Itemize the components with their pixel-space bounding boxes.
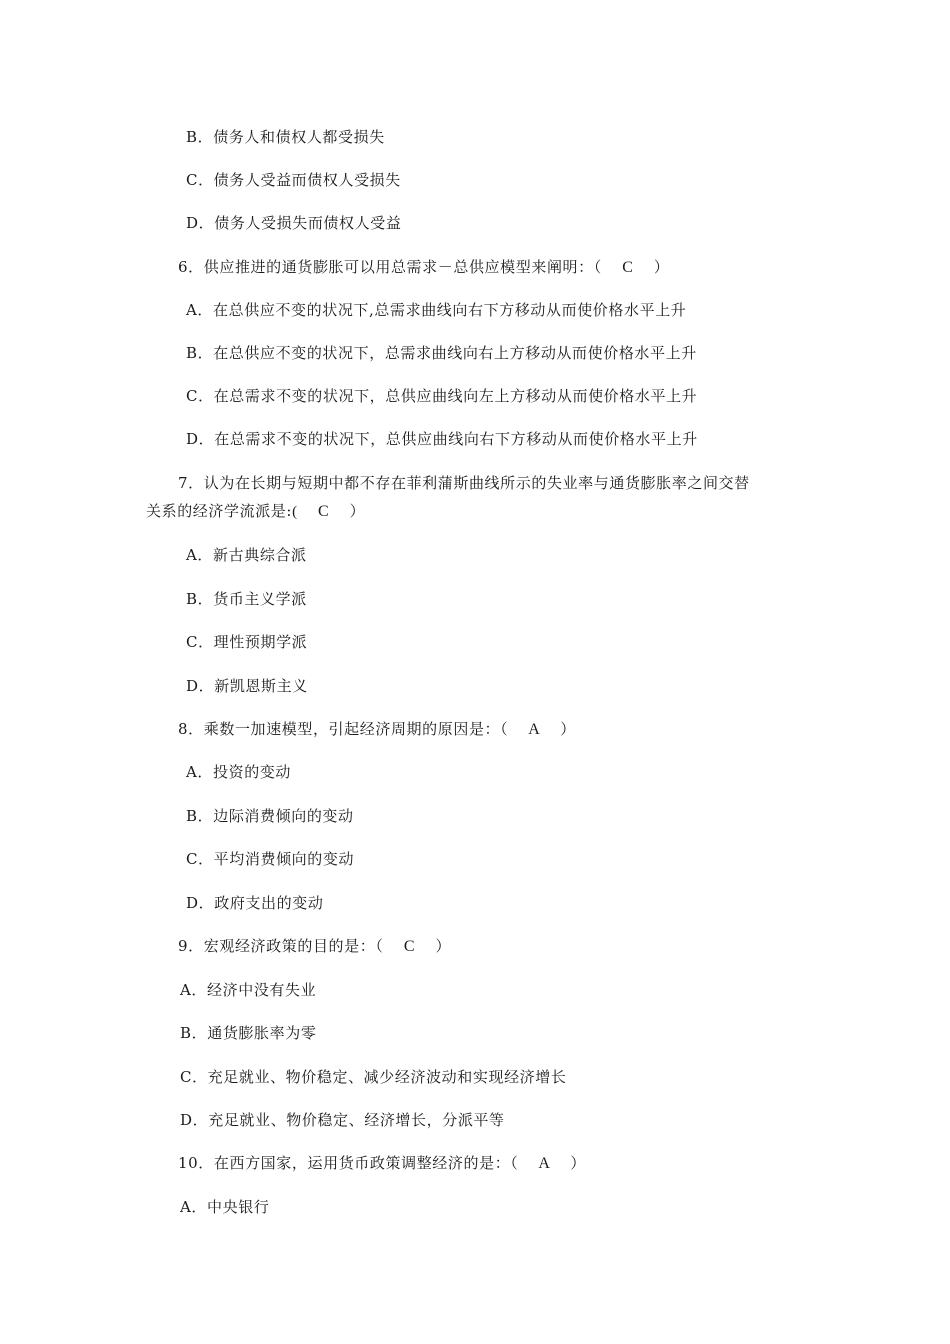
q9-stem: 9．宏观经济政策的目的是： xyxy=(178,937,376,955)
q6-answer: C xyxy=(622,259,634,276)
q5-option-b: B．债务人和债权人都受损失 xyxy=(186,128,385,146)
q8-option-c: C．平均消费倾向的变动 xyxy=(186,850,355,868)
q10-stem-line xyxy=(178,1153,586,1174)
q9-option-a: A．经济中没有失业 xyxy=(180,981,317,999)
q7-option-a: A．新古典综合派 xyxy=(186,546,307,564)
q10-option-a: A．中央银行 xyxy=(180,1198,270,1216)
q8-option-d: D．政府支出的变动 xyxy=(186,894,324,912)
q8-paren-open: （ xyxy=(500,722,509,738)
q9-paren-open: （ xyxy=(375,939,384,955)
q9-stem-line xyxy=(178,936,451,957)
q8-paren-close: ） xyxy=(560,722,576,738)
q6-option-d: D．在总需求不变的状况下，总供应曲线向右下方移动从而使价格水平上升 xyxy=(186,430,698,448)
q7-stem-line1: 7．认为在长期与短期中都不存在菲利蒲斯曲线所示的失业率与通货膨胀率之间交替 xyxy=(178,474,750,492)
q8-stem-line xyxy=(178,719,576,740)
q6-stem-line xyxy=(178,257,669,278)
q9-paren-close: ） xyxy=(435,939,452,955)
q6-paren-close: ） xyxy=(653,260,670,276)
q8-answer: A xyxy=(528,721,541,738)
q6-paren-open: （ xyxy=(593,260,602,276)
q6-option-a: A．在总供应不变的状况下,总需求曲线向右下方移动从而使价格水平上升 xyxy=(186,301,687,319)
q7-stem: 关系的经济学流派是: xyxy=(146,502,293,520)
q8-option-a: A．投资的变动 xyxy=(186,763,292,781)
q8-stem: 8．乘数一加速模型，引起经济周期的原因是： xyxy=(178,720,501,738)
q10-stem: 10．在西方国家，运用货币政策调整经济的是： xyxy=(178,1154,511,1172)
q10-answer: A xyxy=(538,1155,551,1172)
q5-option-d: D．债务人受损失而债权人受益 xyxy=(186,214,402,232)
q7-paren-close: ） xyxy=(349,504,366,520)
q9-option-d: D．充足就业、物价稳定、经济增长，分派平等 xyxy=(180,1111,505,1129)
q7-option-d: D．新凯恩斯主义 xyxy=(186,677,308,695)
q7-answer: C xyxy=(318,503,330,520)
q6-stem: 6．供应推进的通货膨胀可以用总需求－总供应模型来阐明： xyxy=(178,258,594,276)
q6-option-c: C．在总需求不变的状况下，总供应曲线向左上方移动从而使价格水平上升 xyxy=(186,387,698,405)
q7-option-b: B．货币主义学派 xyxy=(186,590,307,608)
q6-option-b: B．在总供应不变的状况下，总需求曲线向右上方移动从而使价格水平上升 xyxy=(186,344,697,362)
q7-option-c: C．理性预期学派 xyxy=(186,633,308,651)
q7-paren-open: ( xyxy=(292,504,298,520)
q9-option-c: C．充足就业、物价稳定、减少经济波动和实现经济增长 xyxy=(180,1068,567,1086)
q10-paren-close: ） xyxy=(570,1156,587,1172)
q10-paren-open: （ xyxy=(510,1156,519,1172)
q8-option-b: B．边际消费倾向的变动 xyxy=(186,807,354,825)
q7-stem-line2 xyxy=(146,501,365,522)
q9-answer: C xyxy=(403,938,416,955)
q5-option-c: C．债务人受益而债权人受损失 xyxy=(186,171,401,189)
q9-option-b: B．通货膨胀率为零 xyxy=(180,1024,317,1042)
